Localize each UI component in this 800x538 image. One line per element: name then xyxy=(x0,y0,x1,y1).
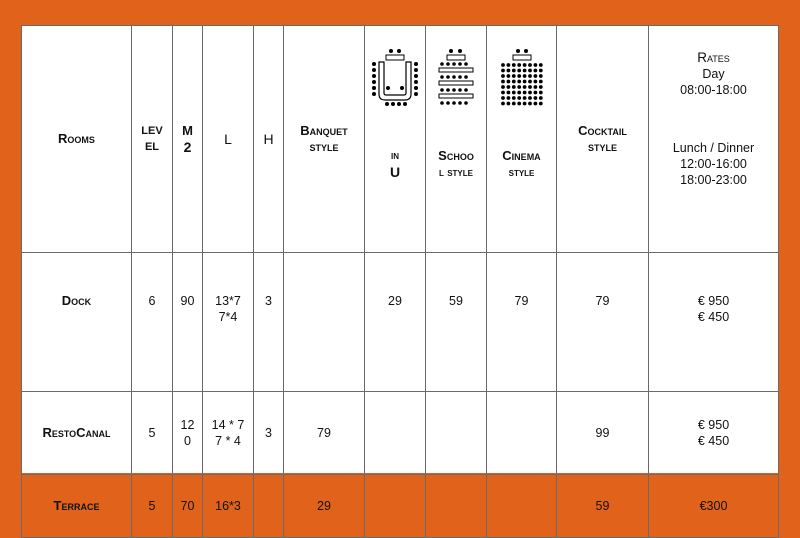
rooms-capacity-table xyxy=(21,25,779,538)
room-level: 6 xyxy=(132,253,173,392)
room-rates: €300 xyxy=(649,475,779,538)
room-in-u: 29 xyxy=(365,253,426,392)
room-cocktail: 59 xyxy=(557,475,649,538)
room-length: 13*7 7*4 xyxy=(203,253,254,392)
cinema-style-icon xyxy=(499,48,545,106)
room-m2: 90 xyxy=(173,253,203,392)
room-school: 59 xyxy=(426,253,487,392)
school-style-icon xyxy=(436,48,476,106)
room-m2: 12 0 xyxy=(173,392,203,475)
room-in-u xyxy=(365,475,426,538)
header-level: LEV EL xyxy=(132,26,173,253)
header-rates: Rates Day 08:00-18:00 Lunch / Dinner 12:00-16:00 18:00-23:00 xyxy=(649,26,779,253)
header-in-u: in U xyxy=(365,26,426,253)
header-height: H xyxy=(254,26,284,253)
header-cocktail: Cocktail style xyxy=(557,26,649,253)
room-banquet xyxy=(284,253,365,392)
room-length: 16*3 xyxy=(203,475,254,538)
room-school xyxy=(426,392,487,475)
room-rates: € 950 € 450 xyxy=(649,253,779,392)
room-cinema xyxy=(487,475,557,538)
header-length: L xyxy=(203,26,254,253)
room-school xyxy=(426,475,487,538)
table-header-row xyxy=(22,26,779,253)
room-rates: € 950 € 450 xyxy=(649,392,779,475)
header-cinema: Cinema style xyxy=(487,26,557,253)
room-banquet: 29 xyxy=(284,475,365,538)
u-shape-icon xyxy=(370,48,420,106)
room-length: 14 * 7 7 * 4 xyxy=(203,392,254,475)
header-school: Schoo l style xyxy=(426,26,487,253)
room-height: 3 xyxy=(254,392,284,475)
room-m2: 70 xyxy=(173,475,203,538)
room-cinema: 79 xyxy=(487,253,557,392)
room-name: RestoCanal xyxy=(22,392,132,475)
room-name: Terrace xyxy=(22,475,132,538)
room-in-u xyxy=(365,392,426,475)
table-row xyxy=(22,253,779,392)
room-level: 5 xyxy=(132,392,173,475)
room-height: 3 xyxy=(254,253,284,392)
header-banquet: Banquet style xyxy=(284,26,365,253)
room-cocktail: 79 xyxy=(557,253,649,392)
header-rooms: Rooms xyxy=(22,26,132,253)
table-row xyxy=(22,392,779,475)
table-row xyxy=(22,475,779,538)
room-level: 5 xyxy=(132,475,173,538)
rooms-table-sheet xyxy=(21,25,778,513)
room-cocktail: 99 xyxy=(557,392,649,475)
header-m2: M 2 xyxy=(173,26,203,253)
room-cinema xyxy=(487,392,557,475)
room-height xyxy=(254,475,284,538)
room-banquet: 79 xyxy=(284,392,365,475)
room-name: Dock xyxy=(22,253,132,392)
